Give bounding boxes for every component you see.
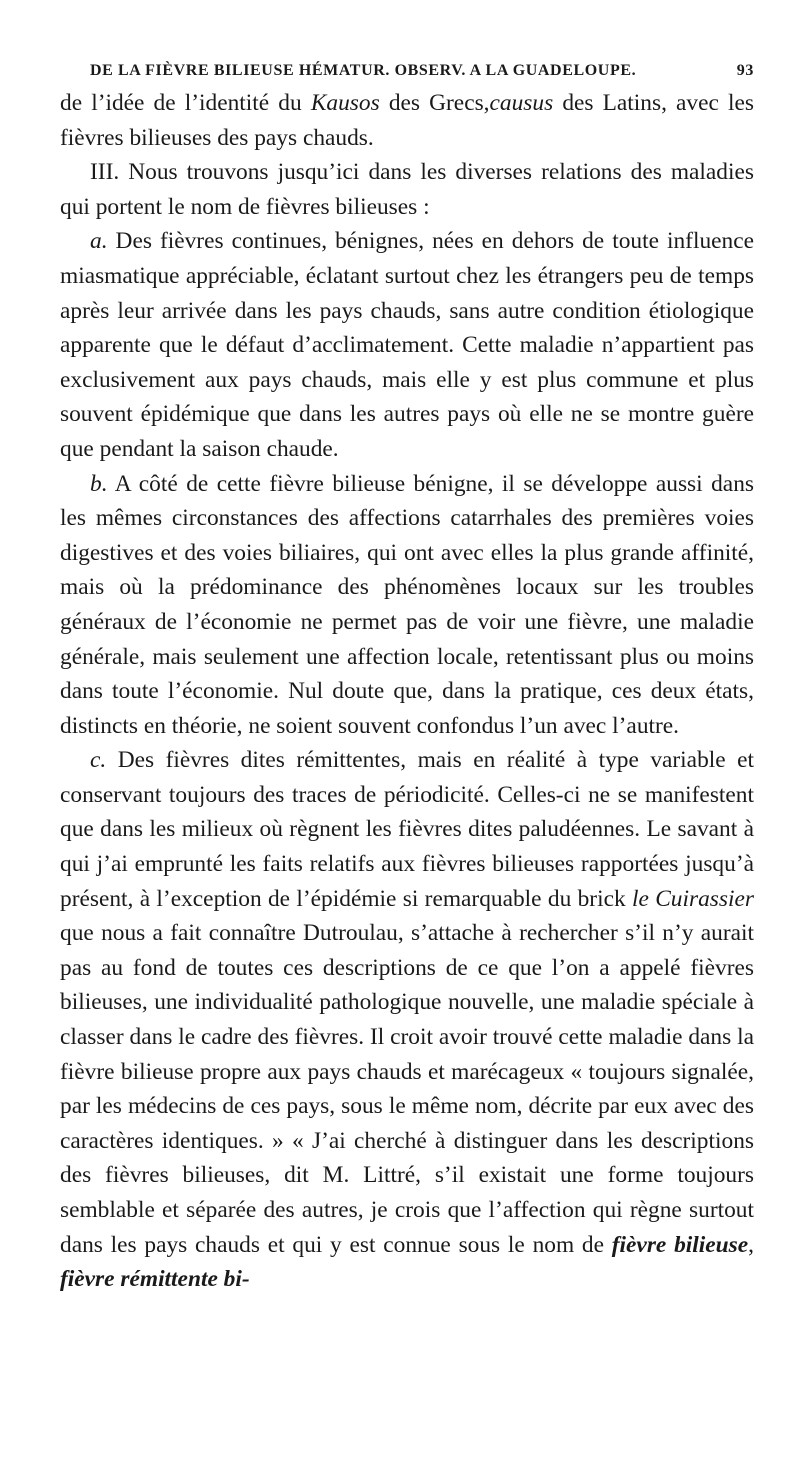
text-run: III. Nous trouvons jusqu’ici dans les diverses relations des maladies qui portent le nom de fièvres bilieuses : bbox=[60, 159, 754, 220]
paragraph-continuation bbox=[60, 86, 754, 155]
running-head-title: DE LA FIÈVRE BILIEUSE HÉMATUR. OBSERV. A LA GUADELOUPE. bbox=[90, 62, 637, 79]
item-label-c: c. bbox=[90, 747, 107, 774]
text-run: , bbox=[748, 1231, 754, 1258]
text-run: A côté de cette fièvre bilieuse bénigne, il se développe aussi dans les mêmes circonstances des affections catarrhales des premières voies digestives et des voies biliaires, qui ont avec elles la plus grande affinité, mais où la prédominance des phénomènes locaux sur les troubles généraux de l’économie ne permet pas de voir une fièvre, une maladie générale, mais seulement une affection locale, retentissant plus ou moins dans toute l’économie. Nul doute que, dans la pratique, ces deux états, distincts en théorie, ne soient souvent confondus l’un avec l’autre. bbox=[60, 470, 754, 739]
item-label-b: b. bbox=[90, 470, 108, 497]
body-text bbox=[60, 86, 754, 1297]
book-page bbox=[60, 58, 754, 1297]
paragraph-c bbox=[60, 743, 754, 1297]
paragraph-a bbox=[60, 224, 754, 466]
text-run: des Latins, avec les fièvres bilieuses des pays chauds. bbox=[60, 90, 754, 151]
text-run: des Grecs, bbox=[379, 90, 490, 116]
italic-term-fievre-remittente: fièvre rémittente bi- bbox=[60, 1266, 250, 1293]
item-label-a: a. bbox=[90, 228, 108, 255]
italic-ship-name: le Cuirassier bbox=[632, 885, 754, 912]
italic-term-kausos: Kausos bbox=[310, 90, 380, 116]
text-run: Des fièvres dites rémittentes, mais en réalité à type variable et conservant toujours des traces de périodicité. Celles-ci ne se manifestent que dans les milieux où règnent les fièvres dites paludéennes. Le savant à qui j’ai emprunté les faits relatifs aux fièvres bilieuses rapportées jusqu’à présent, à l’exception de l’épidémie si remarquable du brick bbox=[60, 747, 754, 912]
text-run: que nous a fait connaître Dutroulau, s’attache à rechercher s’il n’y aurait pas au fond de toutes ces descriptions de ce que l’on a appelé fièvres bilieuses, une individualité pathologique nouvelle, une maladie spéciale à classer dans le cadre des fièvres. Il croit avoir trouvé cette maladie dans la fièvre bilieuse propre aux pays chauds et marécageux « toujours signalée, par les médecins de ces pays, sous le même nom, décrite par eux avec des caractères identiques. » « J’ai cherché à distinguer dans les descriptions des fièvres bilieuses, dit M. Littré, s’il existait une forme toujours semblable et séparée des autres, je crois que l’affection qui règne surtout dans les pays chauds et qui y est connue sous le nom de bbox=[60, 920, 754, 1258]
page-number: 93 bbox=[736, 62, 754, 79]
italic-term-causus: causus bbox=[489, 90, 554, 116]
text-run: Des fièvres continues, bénignes, nées en dehors de toute influence miasmatique appréciable, éclatant surtout chez les étrangers peu de temps après leur arrivée dans les pays chauds, sans autre condition étiologique apparente que le défaut d’acclimatement. Cette maladie n’appartient pas exclusivement aux pays chauds, mais elle y est plus commune et plus souvent épidémique que dans les autres pays où elle ne se montre guère que pendant la saison chaude. bbox=[60, 228, 754, 462]
paragraph-iii bbox=[60, 155, 754, 224]
italic-term-fievre-bilieuse: fièvre bilieuse bbox=[611, 1231, 749, 1258]
text-run: de l’idée de l’identité du bbox=[60, 90, 311, 116]
running-head bbox=[90, 58, 754, 84]
paragraph-b bbox=[60, 467, 754, 744]
